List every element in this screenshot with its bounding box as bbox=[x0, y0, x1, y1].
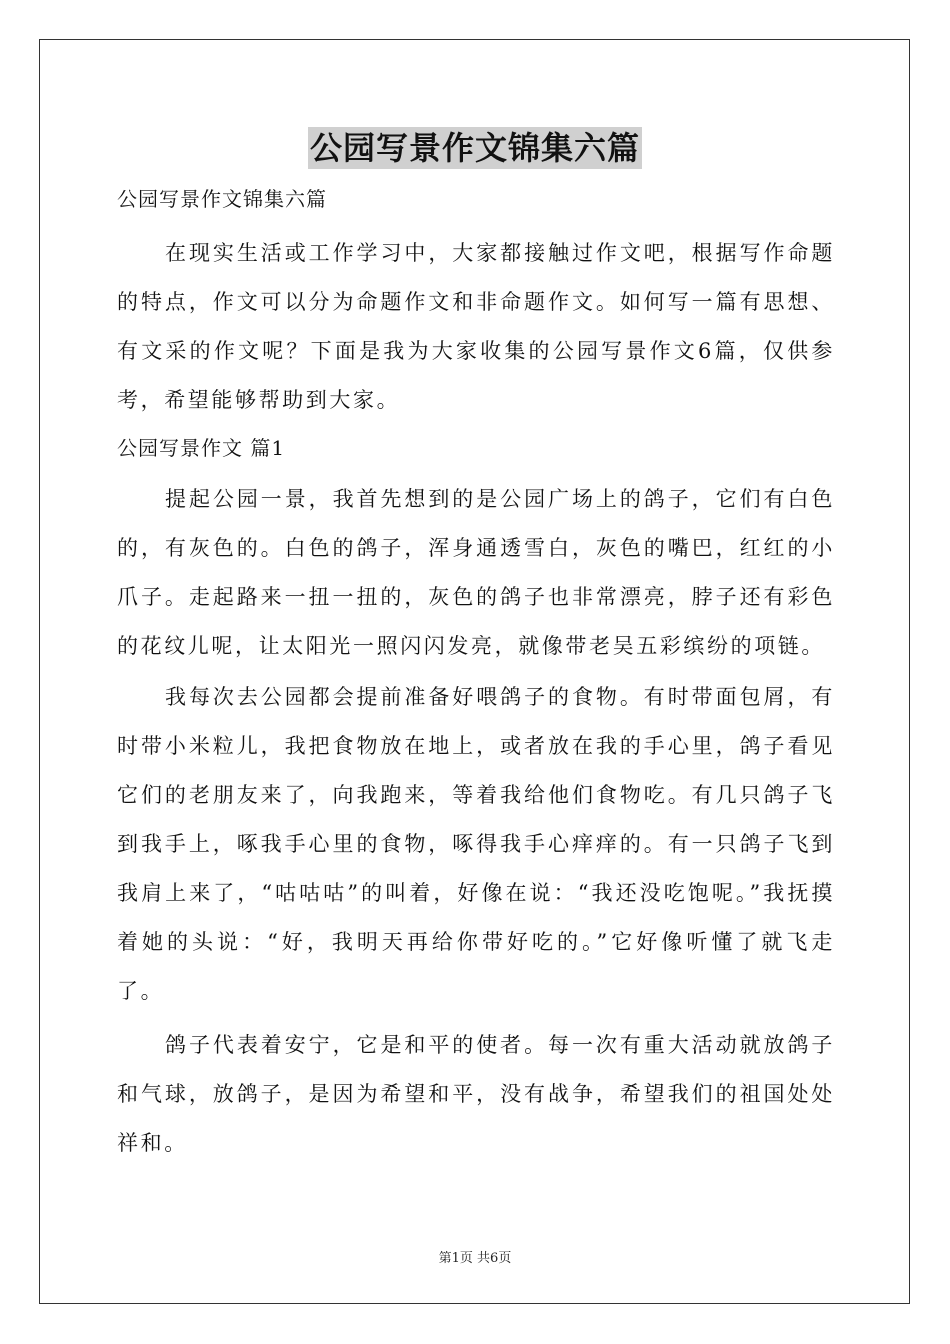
page-footer: 第1页 共6页 bbox=[438, 1251, 512, 1266]
body-paragraph: 我每次去公园都会提前准备好喂鸽子的食物。有时带面包屑，有时带小米粒儿，我把食物放在地上，或者放在我的手心里，鸽子看见它们的老朋友来了，向我跑来，等着我给他们食物吃。有几只鸽子飞到我手上，啄我手心里的食物，啄得我手心痒痒的。有一只鸽子飞到我肩上来了，“咕咕咕”的叫着，好像在说：“我还没吃饱呢。”我抚摸着她的头说：“好，我明天再给你带好吃的。”它好像听懂了就飞走了。 bbox=[117, 685, 835, 1003]
body-paragraph: 提起公园一景，我首先想到的是公园广场上的鸽子，它们有白色的，有灰色的。白色的鸽子，浑身通透雪白，灰色的嘴巴，红红的小爪子。走起路来一扭一扭的，灰色的鸽子也非常漂亮，脖子还有彩色的花纹儿呢，让太阳光一照闪闪发亮，就像带老吴五彩缤纷的项链。 bbox=[117, 487, 835, 658]
intro-paragraph: 在现实生活或工作学习中，大家都接触过作文吧，根据写作命题的特点，作文可以分为命题作文和非命题作文。如何写一篇有思想、有文采的作文呢？下面是我为大家收集的公园写景作文6篇，仅供参考，希望能够帮助到大家。 bbox=[117, 241, 835, 412]
document-title: 公园写景作文锦集六篇 bbox=[309, 129, 640, 167]
document-subtitle: 公园写景作文锦集六篇 bbox=[117, 187, 327, 211]
body-paragraph: 鸽子代表着安宁，它是和平的使者。每一次有重大活动就放鸽子和气球，放鸽子，是因为希望和平，没有战争，希望我们的祖国处处祥和。 bbox=[117, 1033, 835, 1155]
section-heading: 公园写景作文 篇1 bbox=[117, 436, 286, 460]
title-container bbox=[0, 127, 950, 169]
